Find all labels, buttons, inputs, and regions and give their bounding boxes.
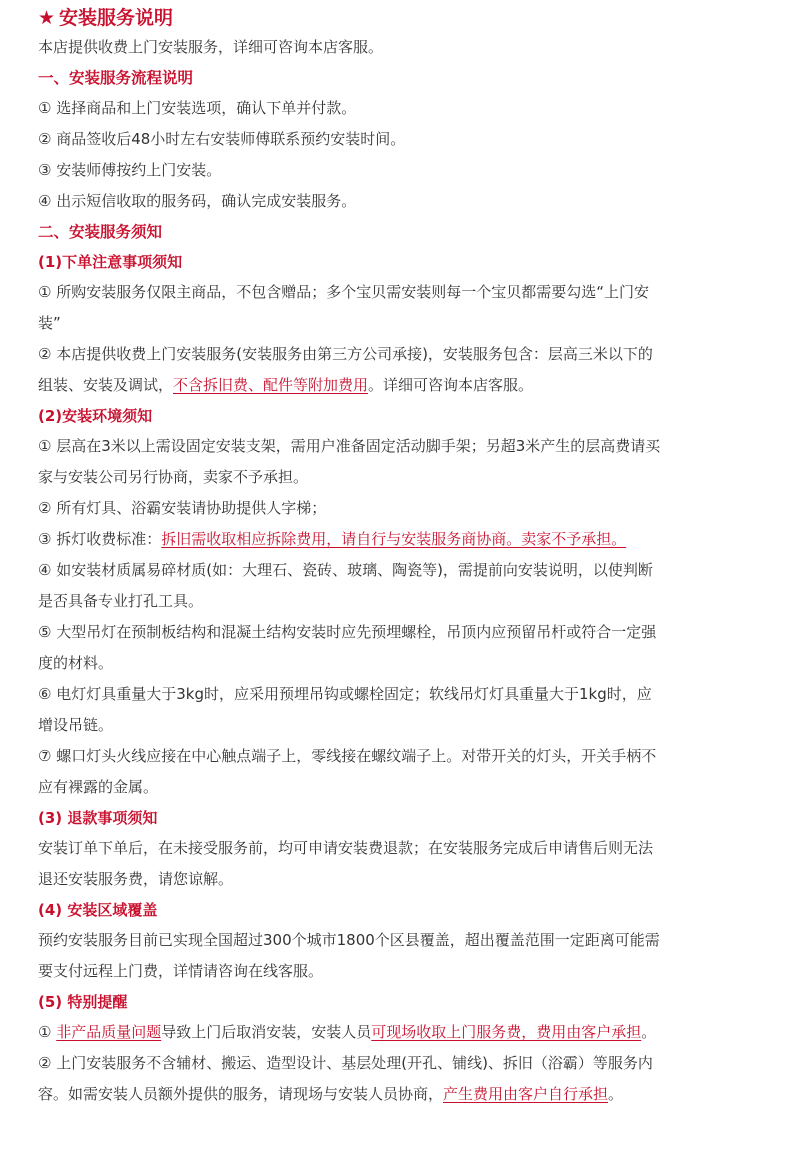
reminder-2-text-a: 容。如需安装人员额外提供的服务，请现场与安装人员协商， xyxy=(38,1085,444,1103)
reminder-2-line-2 xyxy=(38,1079,752,1110)
env-note-1-line-2: 家与安装公司另行协商，卖家不予承担。 xyxy=(38,468,309,486)
reminder-2-line-1: ② 上门安装服务不含辅材、搬运、造型设计、基层处理(开孔、铺线)、拆旧（浴霸）等服务内 xyxy=(38,1054,653,1072)
coverage-heading: (4) 安装区域覆盖 xyxy=(38,901,158,919)
reminder-1-num: ① xyxy=(38,1023,57,1041)
env-note-6-line-1: ⑥ 电灯灯具重量大于3kg时，应采用预埋吊钩或螺栓固定；软线吊灯灯具重量大于1kg时，应 xyxy=(38,685,652,703)
reminder-2-highlight: 产生费用由客户自行承担 xyxy=(443,1085,609,1103)
order-note-2-highlight: 不含拆旧费、配件等附加费用 xyxy=(173,376,369,394)
refund-note-line-1: 安装订单下单后，在未接受服务前，均可申请安装费退款；在安装服务完成后申请售后则无法 xyxy=(38,839,654,857)
page-title xyxy=(38,4,752,32)
special-reminder-heading: (5) 特别提醒 xyxy=(38,993,128,1011)
reminder-1-end: 。 xyxy=(641,1023,657,1041)
order-note-2-line-2 xyxy=(38,370,752,401)
reminder-2-end: 。 xyxy=(608,1085,624,1103)
reminder-1 xyxy=(38,1017,752,1048)
env-note-3-highlight: 拆旧需收取相应拆除费用，请自行与安装服务商协商。卖家不予承担。 xyxy=(161,530,627,548)
order-notes-heading: (1)下单注意事项须知 xyxy=(38,253,183,271)
reminder-1-highlight-1: 非产品质量问题 xyxy=(56,1023,162,1041)
env-note-5-line-1: ⑤ 大型吊灯在预制板结构和混凝土结构安装时应先预埋螺栓，吊顶内应预留吊杆或符合一定强 xyxy=(38,623,657,641)
reminder-1-highlight-2: 可现场收取上门服务费，费用由客户承担 xyxy=(371,1023,642,1041)
env-note-5-line-2: 度的材料。 xyxy=(38,654,114,672)
step-2: ② 商品签收后48小时左右安装师傅联系预约安装时间。 xyxy=(38,130,406,148)
order-note-1-line-2: 装” xyxy=(38,314,61,332)
env-note-3 xyxy=(38,524,752,555)
order-note-2-text-b: 。详细可咨询本店客服。 xyxy=(368,376,534,394)
env-note-1-line-1: ① 层高在3米以上需设固定安装支架，需用户准备固定活动脚手架；另超3米产生的层高费请买 xyxy=(38,437,661,455)
env-note-3-label: ③ 拆灯收费标准： xyxy=(38,530,162,548)
env-note-6-line-2: 增设吊链。 xyxy=(38,716,114,734)
step-3: ③ 安装师傅按约上门安装。 xyxy=(38,161,222,179)
reminder-1-text: 导致上门后取消安装，安装人员 xyxy=(161,1023,372,1041)
env-note-7-line-2: 应有裸露的金属。 xyxy=(38,778,159,796)
step-4: ④ 出示短信收取的服务码，确认完成安装服务。 xyxy=(38,192,357,210)
env-note-4-line-1: ④ 如安装材质属易碎材质(如：大理石、瓷砖、玻璃、陶瓷等)，需提前向安装说明，以使判断 xyxy=(38,561,653,579)
order-note-2-text-a: 组装、安装及调试， xyxy=(38,376,174,394)
section-2-heading: 二、安装服务须知 xyxy=(38,223,163,241)
title-text: 安装服务说明 xyxy=(59,7,174,29)
star-icon: ★ xyxy=(38,7,56,29)
intro-text: 本店提供收费上门安装服务，详细可咨询本店客服。 xyxy=(38,38,384,56)
environment-notes-heading: (2)安装环境须知 xyxy=(38,407,153,425)
env-note-2: ② 所有灯具、浴霸安装请协助提供人字梯； xyxy=(38,499,327,517)
step-1: ① 选择商品和上门安装选项，确认下单并付款。 xyxy=(38,99,357,117)
env-note-4-line-2: 是否具备专业打孔工具。 xyxy=(38,592,204,610)
refund-notes-heading: (3) 退款事项须知 xyxy=(38,809,158,827)
env-note-7-line-1: ⑦ 螺口灯头火线应接在中心触点端子上，零线接在螺纹端子上。对带开关的灯头，开关手柄不 xyxy=(38,747,657,765)
coverage-line-2: 要支付远程上门费，详情请咨询在线客服。 xyxy=(38,962,324,980)
refund-note-line-2: 退还安装服务费，请您谅解。 xyxy=(38,870,234,888)
coverage-line-1: 预约安装服务目前已实现全国超过300个城市1800个区县覆盖，超出覆盖范围一定距离可能需 xyxy=(38,931,660,949)
order-note-2-line-1: ② 本店提供收费上门安装服务(安装服务由第三方公司承接)，安装服务包含：层高三米以下的 xyxy=(38,345,653,363)
section-1-heading: 一、安装服务流程说明 xyxy=(38,69,194,87)
order-note-1-line-1: ① 所购安装服务仅限主商品，不包含赠品；多个宝贝需安装则每一个宝贝都需要勾选“上门安 xyxy=(38,283,649,301)
